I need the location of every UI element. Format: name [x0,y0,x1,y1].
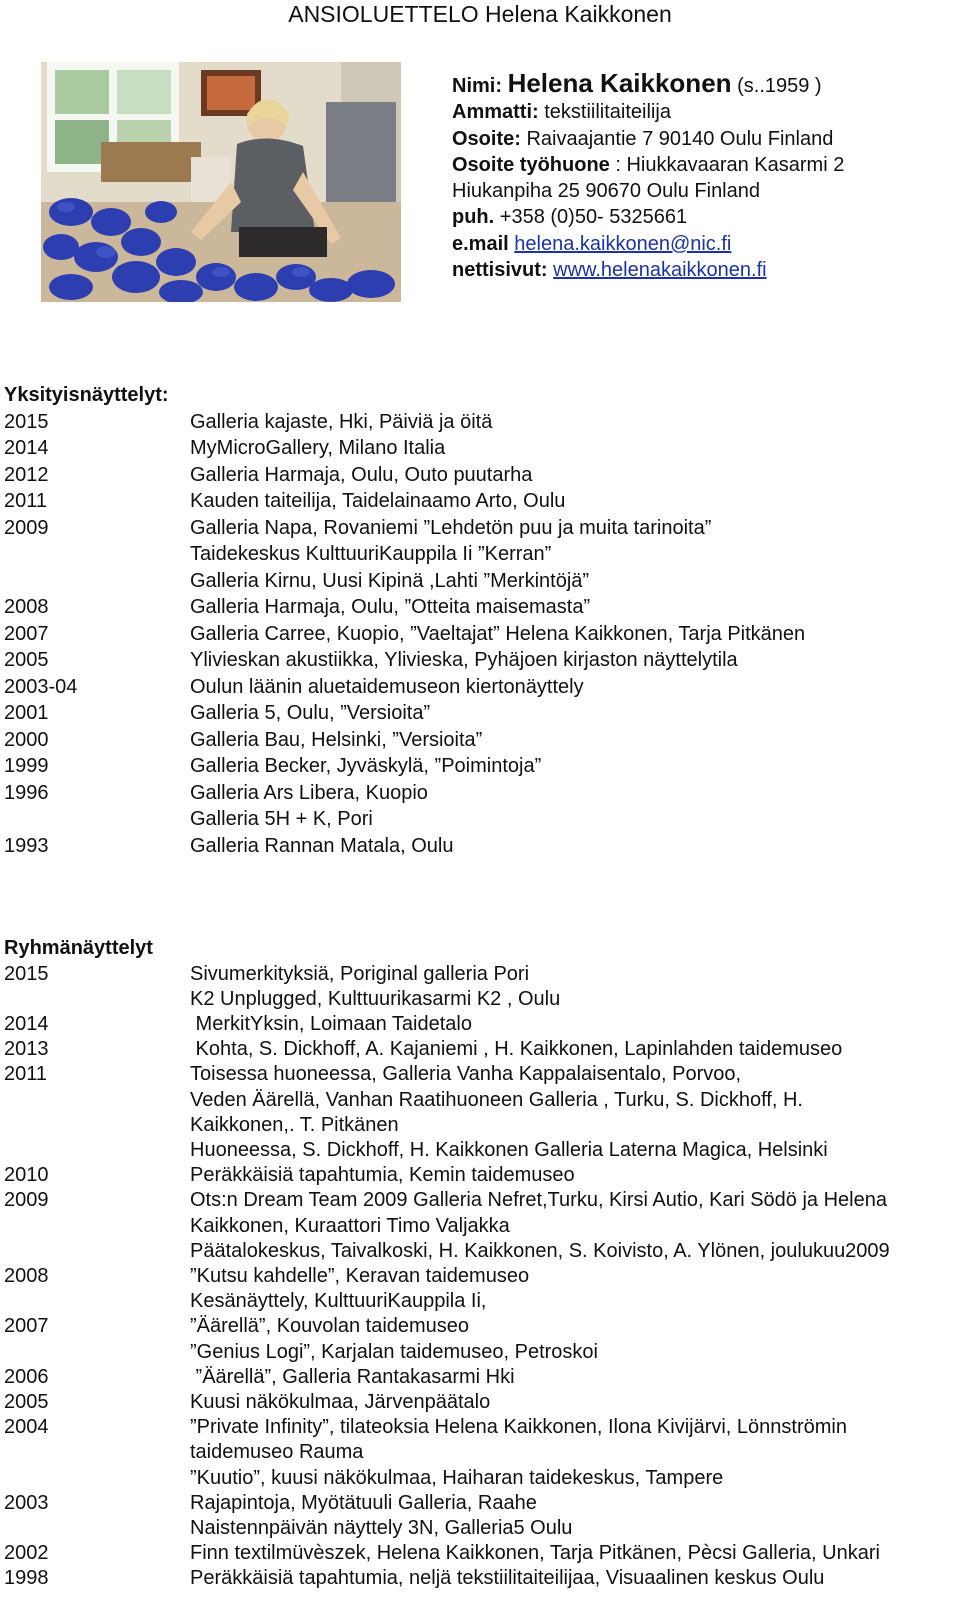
exhibition-details [190,515,711,595]
exhibition-year: 2011 [4,1063,48,1086]
exhibition-entry [4,1541,954,1566]
artist-photo [41,62,401,302]
exhibition-line: ”Kuutio”, kuusi näkökulmaa, Haiharan taidekeskus, Tampere [190,1466,724,1489]
exhibition-details [190,1365,515,1390]
exhibition-line: Galleria Kirnu, Uusi Kipinä ,Lahti ”Merkintöjä” [190,569,590,592]
exhibition-line: Galleria Harmaja, Oulu, ”Otteita maisemasta” [190,596,591,618]
exhibition-year: 2014 [4,437,49,459]
exhibition-details [190,1541,880,1566]
exhibition-entry [4,753,954,780]
exhibition-details [190,700,430,727]
website-label: nettisivut: [452,259,554,282]
exhibition-line: Galleria Napa, Rovaniemi ”Lehdetön puu ja muita tarinoita” [190,516,712,539]
exhibition-details [190,1037,842,1062]
exhibition-details [190,1012,472,1037]
exhibition-line: Kuusi näkökulmaa, Järvenpäätalo [190,1390,491,1413]
exhibition-entry [4,780,954,833]
exhibition-line: Galleria Ars Libera, Kuopio [190,781,428,804]
exhibition-line: taidemuseo Rauma [190,1441,364,1464]
exhibition-line: Kaikkonen, Kuraattori Timo Valjakka [190,1214,510,1237]
exhibition-line: MerkitYksin, Loimaan Taidetalo [190,1012,472,1035]
exhibition-entry [4,1415,954,1491]
exhibition-year: 2003 [4,1491,49,1514]
exhibition-year: 2015 [4,962,49,985]
exhibition-year: 2009 [4,1189,49,1212]
exhibition-entry [4,727,954,754]
exhibition-line: Veden Äärellä, Vanhan Raatihuoneen Galleria , Turku, S. Dickhoff, H. [190,1088,803,1111]
group-exhibitions-section [4,935,954,1592]
exhibition-line: ”Kutsu kahdelle”, Keravan taidemuseo [190,1264,530,1287]
exhibition-entry [4,674,954,701]
exhibition-line: ”Äärellä”, Kouvolan taidemuseo [190,1315,470,1338]
website-row [452,257,844,283]
artist-name: Helena Kaikkonen [507,68,732,98]
exhibition-entry [4,594,954,621]
exhibition-entry [4,1037,954,1062]
exhibition-details [190,1264,529,1314]
phone-row [452,204,844,230]
exhibition-entry [4,462,954,489]
exhibition-line: Finn textilmüvèszek, Helena Kaikkonen, Tarja Pitkänen, Pècsi Galleria, Unkari [190,1542,880,1565]
exhibition-line: Taidekeskus KulttuuriKauppila Ii ”Kerran” [190,543,552,565]
exhibition-year: 1996 [4,781,49,804]
email-link[interactable]: helena.kaikkonen@nic.fi [514,232,732,255]
exhibition-line: Ots:n Dream Team 2009 Galleria Nefret,Turku, Kirsi Autio, Kari Södö ja Helena [190,1189,887,1212]
exhibition-line: Kaikkonen,. T. Pitkänen [190,1113,399,1136]
exhibition-year: 2009 [4,516,49,539]
exhibition-year: 2001 [4,702,49,724]
exhibition-line: Galleria Becker, Jyväskylä, ”Poimintoja” [190,755,542,777]
exhibition-line: Peräkkäisiä tapahtumia, Kemin taidemuseo [190,1164,575,1187]
exhibition-details [190,409,492,436]
exhibition-details [190,435,445,462]
exhibition-entry [4,833,954,860]
exhibition-line: ”Genius Logi”, Karjalan taidemuseo, Petroskoi [190,1340,598,1363]
exhibition-entry [4,435,954,462]
exhibition-line: Galleria Rannan Matala, Oulu [190,834,454,857]
website-link[interactable]: www.helenakaikkonen.fi [553,259,767,282]
exhibition-entry [4,488,954,515]
group-exhibitions-heading: Ryhmänäyttelyt [4,937,153,959]
exhibition-year: 2011 [4,490,48,512]
exhibition-entry [4,1012,954,1037]
phone-value: +358 (0)50- 5325661 [499,206,688,229]
profession-row [452,99,844,125]
exhibition-year: 1993 [4,834,49,857]
exhibition-details [190,674,584,701]
phone-label: puh. [452,206,500,229]
document-title: ANSIOLUETTELO Helena Kaikkonen [288,1,672,27]
exhibition-year: 2008 [4,596,49,618]
exhibition-line: Huoneessa, S. Dickhoff, H. Kaikkonen Galleria Laterna Magica, Helsinki [190,1138,828,1161]
exhibition-line: K2 Unplugged, Kulttuurikasarmi K2 , Oulu [190,987,561,1010]
exhibition-entry [4,700,954,727]
exhibition-details [190,1062,828,1163]
exhibition-line: ”Private Infinity”, tilateoksia Helena Kaikkonen, Ilona Kivijärvi, Lönnströmin [190,1416,847,1439]
exhibition-line: Naistennpäivän näyttely 3N, Galleria5 Oulu [190,1516,573,1539]
group-exhibitions-list [4,962,954,1592]
exhibition-year: 2000 [4,728,49,751]
exhibition-line: Ylivieskan akustiikka, Ylivieska, Pyhäjoen kirjaston näyttelytila [190,649,738,671]
exhibition-entry [4,1390,954,1415]
exhibition-entry [4,515,954,595]
exhibition-details [190,1314,598,1364]
exhibition-line: ”Äärellä”, Galleria Rantakasarmi Hki [190,1365,515,1388]
birth-year: (s..1959 ) [737,75,822,97]
exhibition-entry [4,621,954,648]
exhibition-details [190,753,541,780]
exhibition-line: Kohta, S. Dickhoff, A. Kajaniemi , H. Kaikkonen, Lapinlahden taidemuseo [190,1038,843,1061]
exhibition-details [190,1390,490,1415]
exhibition-details [190,594,590,621]
exhibition-line: Galleria Carree, Kuopio, ”Vaeltajat” Helena Kaikkonen, Tarja Pitkänen [190,622,806,645]
name-label: Nimi: [452,75,508,97]
exhibition-details [190,621,805,648]
exhibition-line: Galleria kajaste, Hki, Päiviä ja öitä [190,410,493,433]
exhibition-year: 1998 [4,1567,49,1590]
address-label: Osoite: [452,127,527,150]
exhibition-details [190,780,428,833]
solo-exhibitions-section [4,382,954,859]
exhibition-entry [4,409,954,436]
exhibition-year: 2014 [4,1012,49,1035]
exhibition-details [190,1188,890,1264]
exhibition-line: Kauden taiteilija, Taidelainaamo Arto, Oulu [190,490,566,512]
exhibition-line: MyMicroGallery, Milano Italia [190,437,446,459]
exhibition-details [190,462,532,489]
exhibition-details [190,1491,572,1541]
exhibition-line: Kesänäyttely, KulttuuriKauppila Ii, [190,1290,487,1313]
profession-label: Ammatti: [452,101,545,124]
exhibition-details [190,962,560,1012]
exhibition-year: 1999 [4,755,49,777]
solo-exhibitions-heading: Yksityisnäyttelyt: [4,384,169,406]
exhibition-line: Oulun läänin aluetaidemuseon kiertonäyttely [190,675,584,698]
exhibition-details [190,1415,847,1491]
exhibition-line: Toisessa huoneessa, Galleria Vanha Kappalaisentalo, Porvoo, [190,1063,742,1086]
exhibition-entry [4,1163,954,1188]
exhibition-details [190,1163,575,1188]
exhibition-entry [4,1062,954,1163]
exhibition-line: Peräkkäisiä tapahtumia, neljä tekstiilitaiteilijaa, Visuaalinen keskus Oulu [190,1567,825,1590]
exhibition-line: Galleria Harmaja, Oulu, Outo puutarha [190,463,533,486]
exhibition-year: 2013 [4,1038,49,1061]
studio-row [452,152,844,178]
exhibition-details [190,833,453,860]
exhibition-year: 2010 [4,1164,49,1187]
email-label: e.mail [452,232,515,255]
exhibition-year: 2005 [4,649,49,671]
solo-exhibitions-list [4,409,954,860]
exhibition-year: 2012 [4,463,49,486]
exhibition-entry [4,647,954,674]
exhibition-entry [4,1491,954,1541]
exhibition-year: 2007 [4,1315,49,1338]
exhibition-line: Rajapintoja, Myötätuuli Galleria, Raahe [190,1491,537,1514]
exhibition-line: Galleria Bau, Helsinki, ”Versioita” [190,728,483,751]
exhibition-year: 2007 [4,622,49,645]
exhibition-year: 2002 [4,1542,49,1565]
exhibition-line: Galleria 5, Oulu, ”Versioita” [190,702,431,724]
name-row [452,70,844,99]
exhibition-year: 2005 [4,1390,49,1413]
exhibition-year: 2004 [4,1416,49,1439]
exhibition-entry [4,1314,954,1364]
exhibition-year: 2006 [4,1365,49,1388]
exhibition-entry [4,1365,954,1390]
exhibition-year: 2015 [4,410,49,433]
exhibition-details [190,1566,824,1591]
exhibition-entry [4,962,954,1012]
address-row [452,126,844,152]
studio-value-line2: Hiukanpiha 25 90670 Oulu Finland [452,180,760,203]
exhibition-line: Päätalokeskus, Taivalkoski, H. Kaikkonen, S. Koivisto, A. Ylönen, joulukuu2009 [190,1239,890,1262]
exhibition-entry [4,1264,954,1314]
exhibition-line: Sivumerkityksiä, Poriginal galleria Pori [190,962,530,985]
studio-label: Osoite työhuone [452,153,610,176]
email-row [452,231,844,257]
exhibition-entry [4,1566,954,1591]
exhibition-details [190,647,738,674]
exhibition-line: Galleria 5H + K, Pori [190,808,373,830]
profession-value: tekstiilitaiteilija [544,101,671,124]
exhibition-year: 2008 [4,1264,49,1287]
exhibition-entry [4,1188,954,1264]
exhibition-details [190,488,565,515]
exhibition-year: 2003-04 [4,675,78,698]
contact-info [452,70,844,283]
studio-row-2 [452,178,844,204]
exhibition-details [190,727,482,754]
studio-value-line1: : Hiukkavaaran Kasarmi 2 [609,153,845,176]
address-value: Raivaajantie 7 90140 Oulu Finland [526,127,834,150]
